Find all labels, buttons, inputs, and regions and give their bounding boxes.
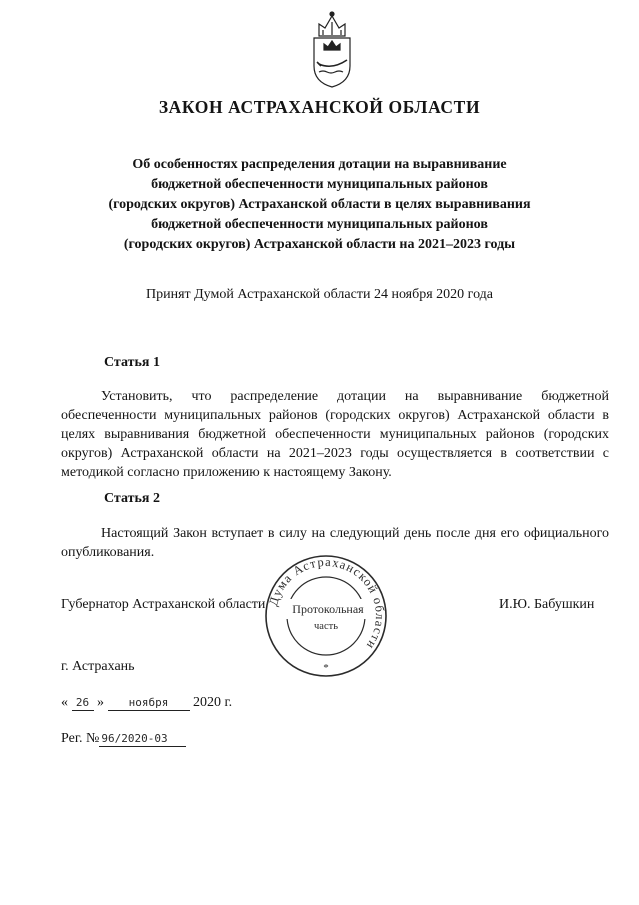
subtitle-line: (городских округов) Астраханской области на 2021–2023 годы	[123, 237, 516, 252]
adoption-statement: Принят Думой Астраханской области 24 ноября 2020 года	[145, 287, 494, 302]
registration-line	[61, 731, 186, 747]
registration-label: Рег. №	[61, 731, 100, 746]
coat-of-arms-emblem	[305, 10, 359, 90]
date-close-quote: »	[97, 695, 104, 710]
date-year: 2020 г.	[193, 695, 233, 710]
subtitle-line: бюджетной обеспеченности муниципальных районов	[151, 217, 488, 232]
date-line	[61, 695, 232, 711]
city-line: г. Астрахань	[61, 659, 135, 674]
article-2-heading: Статья 2	[104, 491, 160, 506]
article-1-text: Установить, что распределение дотации на выравнивание бюджетной обеспеченности муниципальных районов (городских округов) Астраханской области в целях выравнивания бюджетной обеспеченности муниципальных районов (городских округов) Астраханской области на 2021–2023 годы осуществляется в соответствии с методикой согласно приложению к настоящему Закону.	[61, 389, 609, 480]
registration-number: 96/2020-03	[99, 732, 186, 747]
date-day: 26	[72, 696, 94, 711]
governor-name: И.Ю. Бабушкин	[499, 597, 595, 612]
seal-center-line-2: часть	[314, 621, 338, 632]
subtitle-line: (городских округов) Астраханской области в целях выравнивания	[108, 197, 531, 212]
subtitle-line: Об особенностях распределения дотации на выравнивание	[132, 157, 507, 172]
article-1-heading: Статья 1	[104, 355, 160, 370]
seal-star: *	[323, 662, 329, 674]
subtitle-line: бюджетной обеспеченности муниципальных районов	[151, 177, 488, 192]
seal-center-line-1: Протокольная	[292, 602, 364, 616]
seal-ring-text: Дума Астраханской области	[266, 554, 388, 653]
date-open-quote: «	[61, 695, 68, 710]
law-subtitle	[0, 155, 639, 255]
governor-title: Губернатор Астраханской области	[61, 597, 266, 612]
official-seal-stamp	[263, 553, 389, 679]
article-2-text: Настоящий Закон вступает в силу на следующий день после дня его официального опубликования.	[61, 526, 609, 560]
law-title: ЗАКОН АСТРАХАНСКОЙ ОБЛАСТИ	[158, 97, 481, 117]
date-month: ноября	[108, 696, 190, 711]
